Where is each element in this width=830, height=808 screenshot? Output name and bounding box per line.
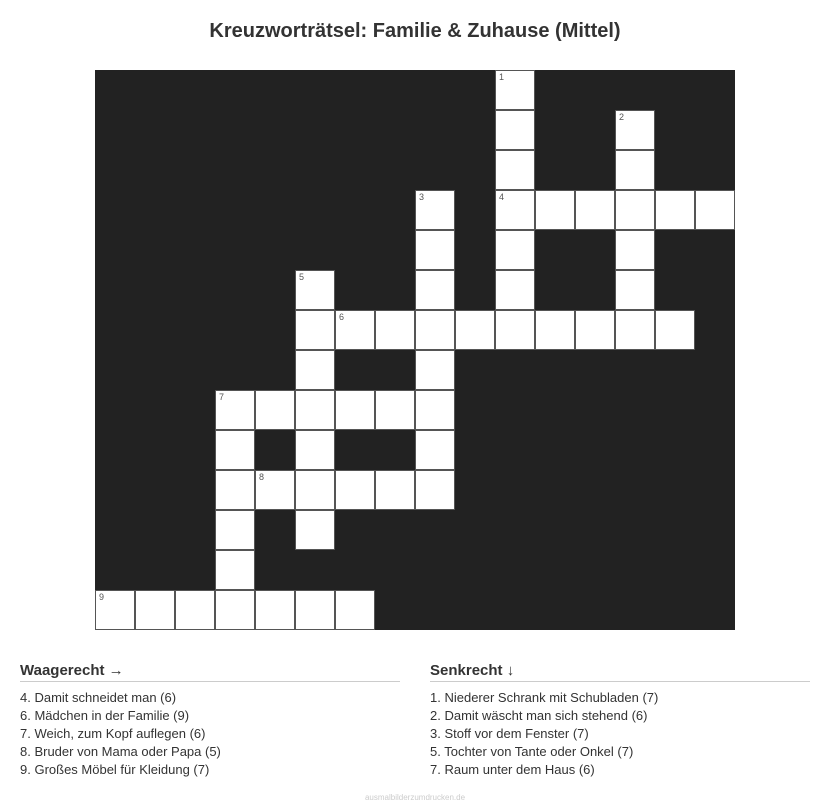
grid-cell[interactable] [495, 150, 535, 190]
grid-cell[interactable] [295, 350, 335, 390]
grid-cell[interactable] [615, 150, 655, 190]
grid-cell[interactable] [615, 190, 655, 230]
grid-cell[interactable] [655, 190, 695, 230]
grid-cell[interactable] [415, 190, 455, 230]
grid-cell[interactable] [415, 350, 455, 390]
across-clue: 9. Großes Möbel für Kleidung (7) [20, 762, 210, 777]
grid-cell[interactable] [215, 550, 255, 590]
grid-cell[interactable] [415, 430, 455, 470]
grid-cell[interactable] [495, 190, 535, 230]
clue-number: 6 [339, 312, 345, 322]
grid-cell[interactable] [415, 310, 455, 350]
grid-cell[interactable] [295, 390, 335, 430]
grid-cell[interactable] [575, 310, 615, 350]
across-clue: 4. Damit schneidet man (6) [20, 690, 177, 705]
grid-cell[interactable] [495, 110, 535, 150]
down-heading: Senkrecht ↓ [430, 662, 810, 682]
crossword-grid [95, 70, 735, 630]
across-clue: 6. Mädchen in der Familie (9) [20, 708, 190, 723]
grid-cell[interactable] [175, 590, 215, 630]
grid-cell[interactable] [215, 390, 255, 430]
across-clues-panel [20, 662, 400, 779]
grid-cell[interactable] [295, 470, 335, 510]
down-clue: 5. Tochter von Tante oder Onkel (7) [430, 744, 634, 759]
grid-cell[interactable] [375, 310, 415, 350]
grid-cell[interactable] [415, 470, 455, 510]
grid-cell[interactable] [375, 390, 415, 430]
grid-cell[interactable] [295, 270, 335, 310]
grid-cell[interactable] [375, 470, 415, 510]
across-heading: Waagerecht → [20, 662, 400, 682]
grid-cell[interactable] [295, 310, 335, 350]
down-clue-list [430, 689, 810, 779]
grid-cell[interactable] [615, 110, 655, 150]
down-clue: 7. Raum unter dem Haus (6) [430, 762, 595, 777]
clue-number: 5 [299, 272, 305, 282]
clue-number: 1 [499, 72, 505, 82]
grid-cell[interactable] [695, 190, 735, 230]
grid-cell[interactable] [135, 590, 175, 630]
grid-cell[interactable] [655, 310, 695, 350]
grid-cell[interactable] [255, 470, 295, 510]
grid-cell[interactable] [295, 510, 335, 550]
grid-cell[interactable] [215, 510, 255, 550]
down-clue: 2. Damit wäscht man sich stehend (6) [430, 708, 648, 723]
across-clue: 8. Bruder von Mama oder Papa (5) [20, 744, 221, 759]
source-footer: ausmalbilderzumdrucken.de [364, 793, 466, 802]
grid-cell[interactable] [415, 270, 455, 310]
grid-cell[interactable] [215, 430, 255, 470]
grid-cell[interactable] [415, 230, 455, 270]
grid-cell[interactable] [255, 590, 295, 630]
grid-cell[interactable] [535, 310, 575, 350]
clue-number: 3 [419, 192, 425, 202]
grid-cell[interactable] [215, 470, 255, 510]
across-clue-list [20, 689, 400, 779]
grid-cell[interactable] [335, 310, 375, 350]
across-clue: 7. Weich, zum Kopf auflegen (6) [20, 726, 206, 741]
clue-number: 7 [219, 392, 225, 402]
down-clues-panel [430, 662, 810, 779]
clue-number: 9 [99, 592, 105, 602]
puzzle-title: Kreuzworträtsel: Familie & Zuhause (Mittel) [209, 20, 621, 42]
grid-cell[interactable] [295, 590, 335, 630]
clue-number: 8 [259, 472, 265, 482]
grid-cell[interactable] [495, 230, 535, 270]
grid-cell[interactable] [455, 310, 495, 350]
grid-cell[interactable] [495, 70, 535, 110]
grid-cell[interactable] [615, 310, 655, 350]
grid-cell[interactable] [575, 190, 615, 230]
grid-cell[interactable] [255, 390, 295, 430]
grid-cell[interactable] [535, 190, 575, 230]
grid-cell[interactable] [335, 590, 375, 630]
down-clue: 1. Niederer Schrank mit Schubladen (7) [430, 690, 659, 705]
grid-cell[interactable] [295, 430, 335, 470]
grid-cell[interactable] [495, 310, 535, 350]
grid-cell[interactable] [615, 230, 655, 270]
clue-number: 4 [499, 192, 505, 202]
grid-cell[interactable] [415, 390, 455, 430]
grid-cell[interactable] [615, 270, 655, 310]
grid-cell[interactable] [215, 590, 255, 630]
clue-number: 2 [619, 112, 625, 122]
grid-cell[interactable] [495, 270, 535, 310]
down-clue: 3. Stoff vor dem Fenster (7) [430, 726, 589, 741]
grid-cell[interactable] [95, 590, 135, 630]
grid-cell[interactable] [335, 390, 375, 430]
grid-cell[interactable] [335, 470, 375, 510]
